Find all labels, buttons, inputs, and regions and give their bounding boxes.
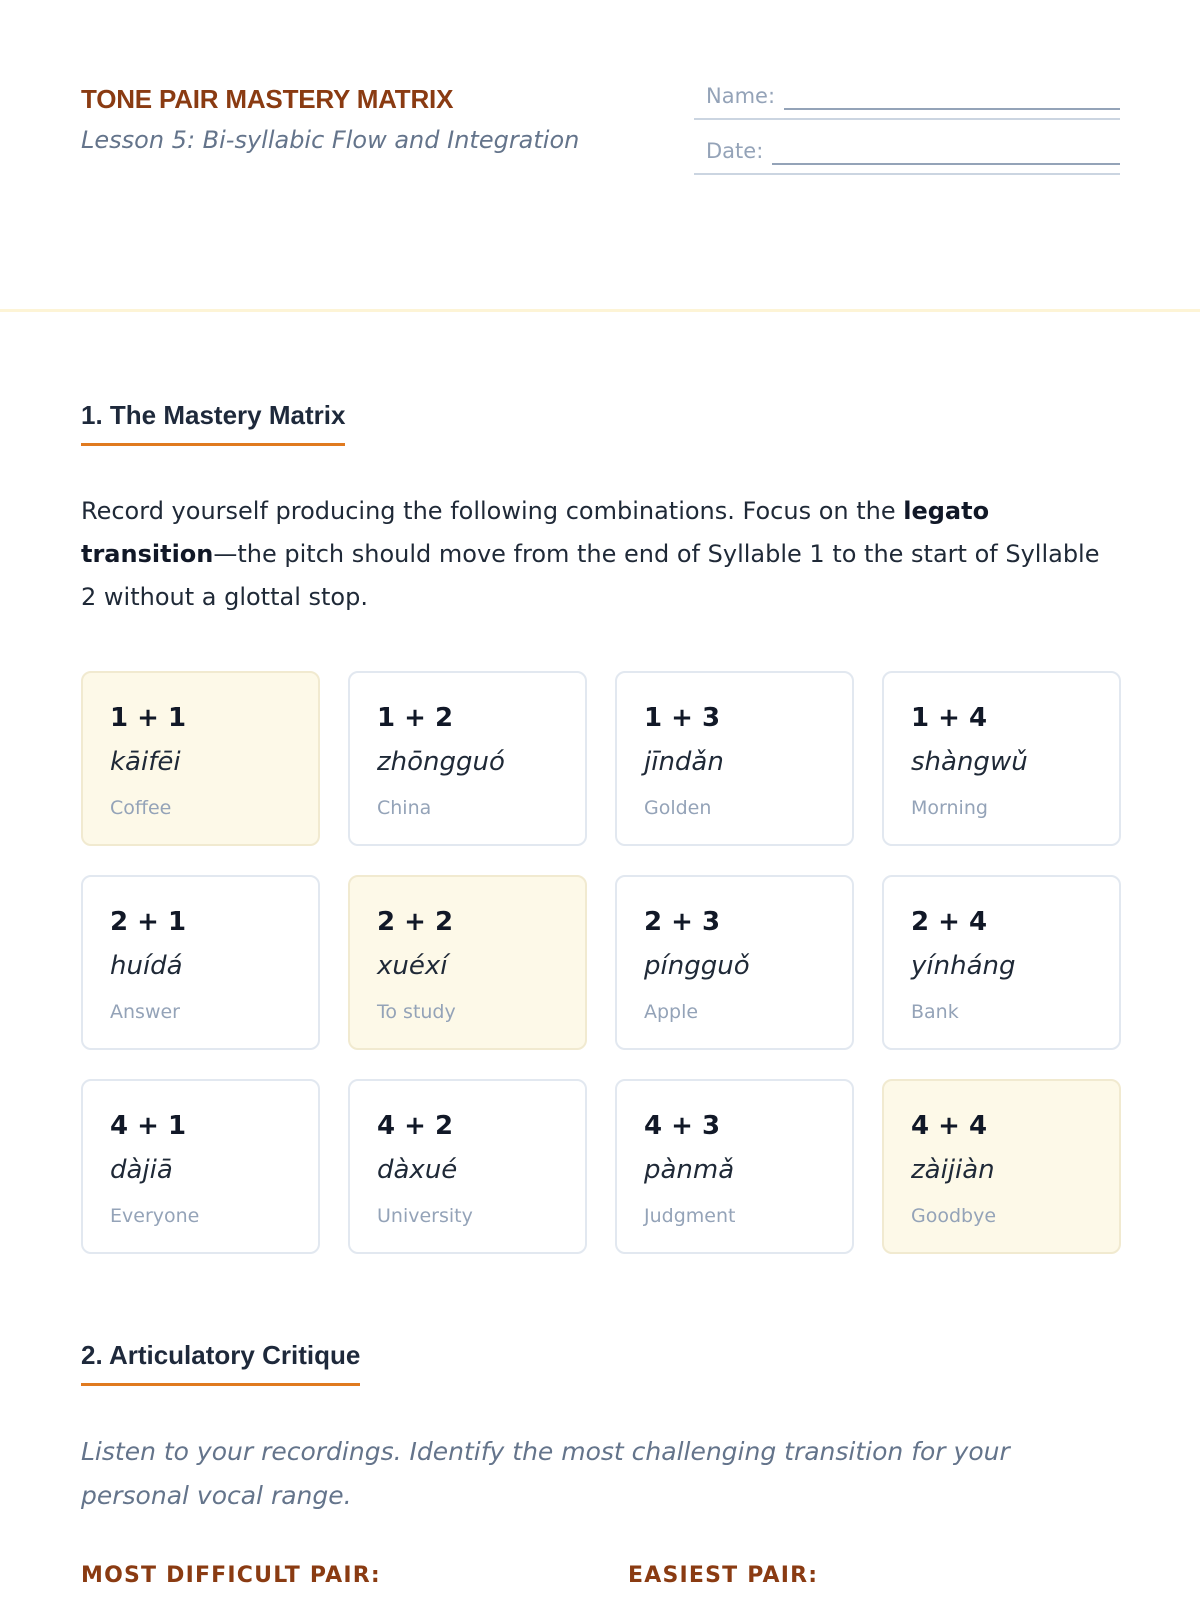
pinyin-word: huídá [110, 951, 183, 981]
word-meaning: China [377, 797, 432, 819]
word-meaning: Judgment [644, 1205, 736, 1227]
word-meaning: Answer [110, 1001, 180, 1023]
pinyin-word: dàjiā [110, 1155, 173, 1185]
pinyin-word: yínháng [911, 951, 1016, 981]
date-label: Date: [706, 139, 764, 163]
tone-pair-label: 4 + 4 [911, 1111, 988, 1141]
tone-pair-label: 2 + 4 [911, 907, 988, 937]
tone-pair-card [882, 1079, 1121, 1254]
pinyin-word: jīndǎn [644, 747, 724, 777]
tone-pair-card [81, 671, 320, 846]
word-meaning: Bank [911, 1001, 959, 1023]
tone-pair-label: 1 + 3 [644, 703, 721, 733]
instructions-text-start: Record yourself producing the following combinations. Focus on the [81, 497, 904, 525]
pinyin-word: zhōngguó [377, 747, 505, 777]
tone-pair-card [348, 875, 587, 1050]
word-meaning: Goodbye [911, 1205, 997, 1227]
tone-pair-card [615, 875, 854, 1050]
tone-pair-card [882, 671, 1121, 846]
tone-pair-card [81, 875, 320, 1050]
tone-pair-label: 1 + 1 [110, 703, 187, 733]
date-blank-line[interactable] [772, 163, 1120, 165]
tone-pair-card [615, 671, 854, 846]
instructions-text-end: —the pitch should move from the end of Syllable 1 to the start of Syllable 2 without a glottal stop. [81, 540, 1100, 611]
pinyin-word: dàxué [377, 1155, 458, 1185]
lesson-subtitle: Lesson 5: Bi-syllabic Flow and Integration [81, 126, 580, 154]
tone-pair-label: 2 + 1 [110, 907, 187, 937]
matrix-instructions [81, 490, 1121, 619]
date-field[interactable] [694, 135, 1120, 175]
tone-pair-card [615, 1079, 854, 1254]
tone-pair-card [882, 875, 1121, 1050]
tone-pair-card [348, 1079, 587, 1254]
word-meaning: Everyone [110, 1205, 200, 1227]
tone-pair-label: 4 + 2 [377, 1111, 454, 1141]
pinyin-word: zàijiàn [911, 1155, 995, 1185]
name-label: Name: [706, 84, 776, 108]
name-field[interactable] [694, 80, 1120, 120]
critique-instructions: Listen to your recordings. Identify the most challenging transition for your personal vocal range. [81, 1437, 1010, 1510]
pinyin-word: kāifēi [110, 747, 181, 777]
tone-pair-label: 1 + 2 [377, 703, 454, 733]
pinyin-word: píngguǒ [644, 951, 750, 981]
pinyin-word: xuéxí [377, 951, 448, 981]
tone-pair-card [81, 1079, 320, 1254]
word-meaning: Golden [644, 797, 712, 819]
tone-pair-label: 1 + 4 [911, 703, 988, 733]
word-meaning: To study [377, 1001, 456, 1023]
tone-pair-matrix [81, 671, 1121, 1254]
name-blank-line[interactable] [784, 108, 1120, 110]
pinyin-word: pànmǎ [644, 1155, 735, 1185]
most-difficult-pair-label: MOST DIFFICULT PAIR: [81, 1563, 381, 1588]
worksheet-title: TONE PAIR MASTERY MATRIX [81, 84, 454, 114]
easiest-pair-label: EASIEST PAIR: [628, 1563, 819, 1588]
word-meaning: Morning [911, 797, 988, 819]
word-meaning: Apple [644, 1001, 699, 1023]
word-meaning: University [377, 1205, 473, 1227]
worksheet-header [0, 0, 1200, 312]
tone-pair-card [348, 671, 587, 846]
tone-pair-label: 4 + 1 [110, 1111, 187, 1141]
tone-pair-label: 4 + 3 [644, 1111, 721, 1141]
word-meaning: Coffee [110, 797, 172, 819]
instructions-emphasis: legato transition [81, 497, 990, 568]
section-heading-mastery-matrix: 1. The Mastery Matrix [81, 400, 345, 446]
tone-pair-label: 2 + 2 [377, 907, 454, 937]
tone-pair-label: 2 + 3 [644, 907, 721, 937]
pinyin-word: shàngwǔ [911, 747, 1028, 777]
section-heading-articulatory-critique: 2. Articulatory Critique [81, 1340, 360, 1386]
